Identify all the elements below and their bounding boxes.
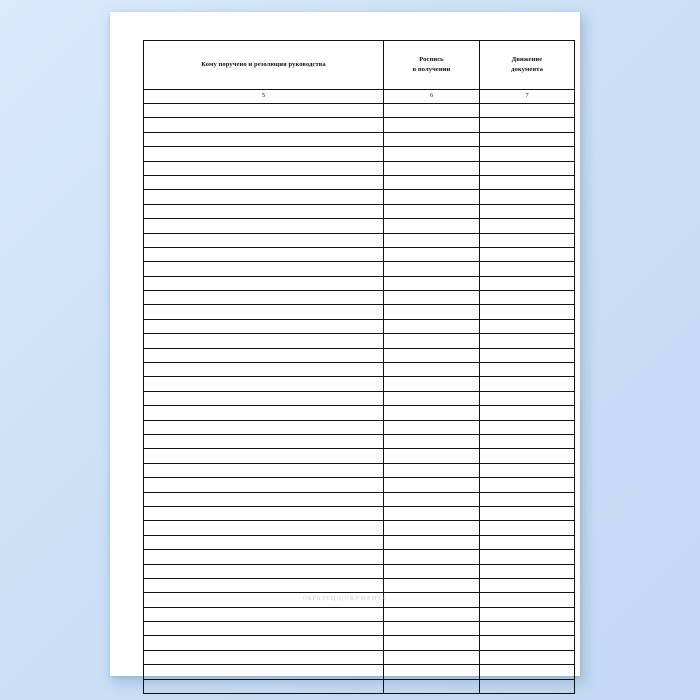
table-cell [144,348,384,362]
table-cell [480,175,575,189]
table-cell [480,578,575,592]
table-cell [384,636,480,650]
table-cell [480,593,575,607]
table-cell [144,305,384,319]
column-number-5: 5 [144,90,384,104]
table-row [144,204,575,218]
table-cell [144,204,384,218]
table-cell [384,319,480,333]
table-cell [384,679,480,693]
table-cell [144,665,384,679]
table-cell [384,463,480,477]
table-cell [144,636,384,650]
table-row [144,219,575,233]
document-sheet [143,40,547,648]
table-cell [144,535,384,549]
table-cell [144,247,384,261]
table-row [144,161,575,175]
table-cell [144,319,384,333]
table-cell [144,233,384,247]
table-row [144,262,575,276]
table-cell [144,334,384,348]
table-cell [144,492,384,506]
watermark-text: ОБРАЗЕЦ ДОКУМЕНТА [302,596,388,602]
table-cell [384,104,480,118]
table-row [144,449,575,463]
table-cell [480,334,575,348]
table-cell [384,434,480,448]
table-cell [144,478,384,492]
table-cell [144,118,384,132]
table-cell [384,593,480,607]
table-cell [384,622,480,636]
table-row [144,291,575,305]
table-row [144,305,575,319]
table-cell [144,291,384,305]
table-cell [144,363,384,377]
column-header-signature-line1: Роспись [419,56,444,64]
table-row [144,190,575,204]
table-row [144,535,575,549]
table-cell [384,550,480,564]
table-cell [384,204,480,218]
table-cell [480,118,575,132]
table-cell [384,247,480,261]
table-cell [480,219,575,233]
table-row [144,118,575,132]
table-row [144,377,575,391]
table-row [144,334,575,348]
table-cell [480,262,575,276]
table-row [144,679,575,693]
table-row [144,607,575,621]
table-cell [384,291,480,305]
table-row [144,406,575,420]
table-row [144,420,575,434]
table-cell [144,420,384,434]
table-cell [480,391,575,405]
table-cell [144,391,384,405]
table-row [144,247,575,261]
column-header-movement-line1: Движение [511,56,543,64]
table-cell [384,377,480,391]
table-cell [384,478,480,492]
table-cell [384,650,480,664]
table-cell [480,434,575,448]
table-row [144,506,575,520]
table-cell [480,377,575,391]
table-cell [480,622,575,636]
table-cell [480,348,575,362]
table-cell [480,276,575,290]
table-cell [384,420,480,434]
table-row [144,319,575,333]
document-page [110,12,580,676]
table-cell [144,276,384,290]
column-header-signature-line2: в получении [412,66,451,73]
table-cell [480,492,575,506]
table-cell [480,607,575,621]
table-row [144,665,575,679]
table-cell [144,377,384,391]
table-cell [480,363,575,377]
column-header-signature [384,41,480,90]
table-cell [144,650,384,664]
column-header-assignment-line1: Кому поручено и резолюция руководства [201,61,326,69]
table-cell [144,175,384,189]
table-cell [144,550,384,564]
table-cell [480,665,575,679]
table-row [144,593,575,607]
table-cell [480,233,575,247]
table-cell [384,175,480,189]
table-cell [144,132,384,146]
table-row [144,147,575,161]
table-cell [480,161,575,175]
table-cell [384,233,480,247]
table-cell [144,262,384,276]
table-row [144,492,575,506]
table-cell [480,319,575,333]
table-cell [480,132,575,146]
table-cell [144,622,384,636]
table-cell [384,276,480,290]
table-cell [384,506,480,520]
table-header-row [144,41,575,90]
table-cell [480,564,575,578]
table-cell [480,247,575,261]
column-header-movement-line2: документа [511,66,543,73]
table-cell [144,593,384,607]
table-cell [144,219,384,233]
table-cell [480,506,575,520]
table-row [144,175,575,189]
table-cell [480,463,575,477]
table-cell [384,305,480,319]
table-cell [384,118,480,132]
column-header-movement [480,41,575,90]
table-cell [384,161,480,175]
table-column-number-row [144,90,575,104]
table-cell [384,406,480,420]
table-cell [384,564,480,578]
table-cell [480,478,575,492]
table-cell [480,204,575,218]
table-cell [384,449,480,463]
table-cell [480,449,575,463]
table-cell [144,406,384,420]
table-cell [480,420,575,434]
table-cell [480,190,575,204]
column-header-assignment [144,41,384,90]
table-cell [144,434,384,448]
table-cell [384,521,480,535]
table-row [144,104,575,118]
table-cell [384,391,480,405]
table-cell [144,607,384,621]
table-cell [384,578,480,592]
table-cell [480,679,575,693]
table-cell [144,463,384,477]
table-cell [384,363,480,377]
column-number-7: 7 [480,90,575,104]
table-row [144,550,575,564]
table-cell [480,147,575,161]
table-row [144,348,575,362]
table-row [144,363,575,377]
table-row [144,478,575,492]
table-row [144,622,575,636]
table-cell [480,406,575,420]
table-cell [384,262,480,276]
table-row [144,578,575,592]
table-row [144,391,575,405]
table-cell [144,679,384,693]
table-cell [384,665,480,679]
table-cell [480,521,575,535]
table-cell [144,190,384,204]
table-cell [384,535,480,549]
table-cell [144,564,384,578]
table-cell [144,147,384,161]
table-cell [384,492,480,506]
table-row [144,636,575,650]
table-cell [480,104,575,118]
table-cell [384,348,480,362]
table-cell [480,305,575,319]
table-row [144,521,575,535]
table-cell [480,650,575,664]
table-cell [384,607,480,621]
table-cell [144,161,384,175]
table-row [144,650,575,664]
table-row [144,233,575,247]
registration-table [143,40,575,694]
table-row [144,434,575,448]
table-row [144,463,575,477]
table-cell [144,578,384,592]
table-cell [480,535,575,549]
table-cell [144,449,384,463]
table-cell [480,550,575,564]
table-row [144,276,575,290]
table-cell [480,636,575,650]
table-row [144,132,575,146]
table-cell [144,521,384,535]
column-number-6: 6 [384,90,480,104]
table-cell [384,334,480,348]
table-cell [384,219,480,233]
table-cell [480,291,575,305]
table-body [144,41,575,694]
table-cell [384,190,480,204]
table-cell [144,104,384,118]
table-cell [384,147,480,161]
table-cell [144,506,384,520]
table-cell [384,132,480,146]
table-row [144,564,575,578]
